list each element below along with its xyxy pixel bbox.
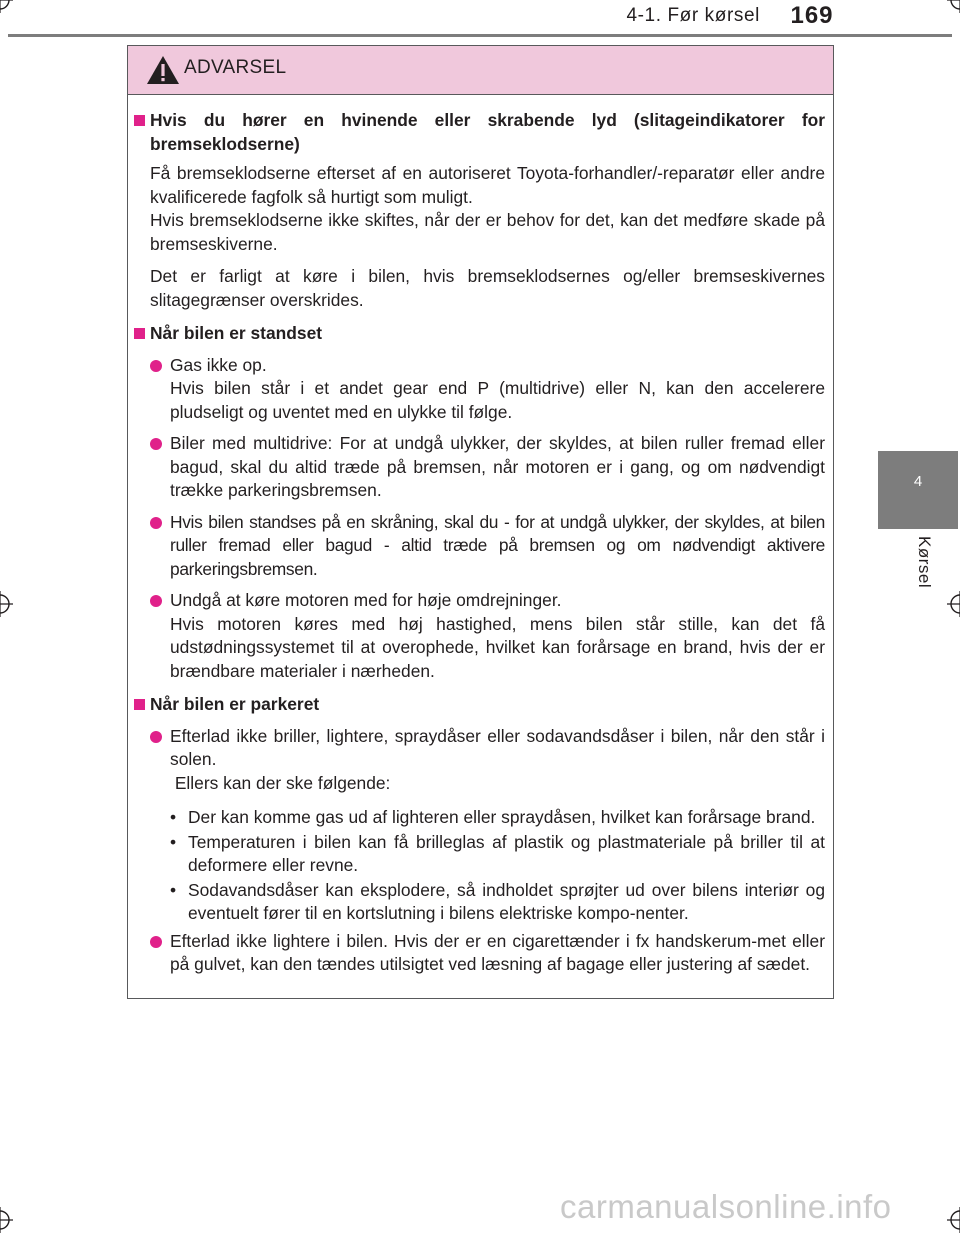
item-line: Efterlad ikke briller, lightere, spraydåser eller sodavandsdåser i bilen, når den står i solen.: [170, 725, 825, 769]
sub-item-text: Temperaturen i bilen kan få brilleglas af plastik og plastmateriale på briller til at deformere eller revne.: [188, 831, 825, 875]
sub-bullet-icon: •: [170, 807, 177, 827]
section-bullet-icon: [134, 115, 145, 126]
list-item: [134, 930, 825, 977]
item-line: Gas ikke op.: [170, 354, 267, 375]
sub-item-text: Der kan komme gas ud af lighteren eller spraydåsen, hvilket kan forårsage brand.: [188, 807, 816, 827]
sub-bullet-icon: •: [170, 879, 177, 900]
paragraph: Det er farligt at køre i bilen, hvis bremseklodsernes og/eller bremseskivernes slitagegrænser overskrides.: [150, 266, 825, 310]
warning-body: [128, 95, 833, 977]
section-bullet-icon: [134, 328, 145, 339]
item-text: Efterlad ikke lightere i bilen. Hvis der er en cigarettænder i fx handskerum-met eller på gulvet, kan den tændes utilsigtet ved læsning af bagage eller justering af sædet.: [170, 930, 825, 974]
paragraph-line: Hvis bremseklodserne ikke skiftes, når der er behov for det, kan det medføre skade på bremseskiverne.: [150, 210, 825, 254]
sub-list: [134, 806, 825, 926]
paragraph-line: Få bremseklodserne efterset af en autoriseret Toyota-forhandler/-reparatør eller andre kvalificerede fagfolk så hurtigt som muligt.: [150, 163, 825, 207]
section-header: 4-1. Før kørsel: [626, 5, 760, 26]
paragraph: [150, 162, 825, 256]
warning-header: [128, 46, 833, 95]
registration-mark-mid-left: [0, 591, 13, 617]
registration-mark-bottom-right: [947, 1207, 960, 1233]
list-item: [134, 725, 825, 796]
sub-item-text: Sodavandsdåser kan eksplodere, så indholdet sprøjter ud over bilens interiør og eventuelt fører til en kortslutning i bilens elektriske kompo-nenter.: [188, 879, 825, 923]
item-text: Biler med multidrive: For at undgå ulykker, der skyldes, at bilen ruller fremad eller bagud, skal du altid træde på bremsen, når motoren er i gang, og om nødvendigt trække parkeringsbremsen.: [170, 433, 825, 500]
item-text: [170, 589, 825, 683]
bullet-dot-icon: [150, 438, 162, 450]
bullet-dot-icon: [150, 517, 162, 529]
section-bullet-icon: [134, 699, 145, 710]
registration-mark-top-left: [0, 0, 13, 13]
chapter-number: 4: [913, 473, 923, 490]
list-item: [134, 432, 825, 503]
header-rule: [8, 34, 952, 37]
section-title: Når bilen er parkeret: [150, 694, 320, 714]
list-item: [134, 354, 825, 425]
sub-list-item: [134, 806, 825, 830]
chapter-tab[interactable]: [878, 451, 958, 529]
item-line: Undgå at køre motoren med for høje omdrejninger.: [170, 590, 562, 610]
sub-bullet-icon: •: [170, 831, 177, 852]
bullet-dot-icon: [150, 595, 162, 607]
section-title: Hvis du hører en hvinende eller skrabende lyd (slitageindikatorer for bremseklodserne): [150, 110, 825, 154]
sub-list-item: [134, 879, 825, 926]
watermark: carmanualsonline.info: [560, 1188, 892, 1225]
sub-list-item: [134, 831, 825, 878]
page-number: 169: [790, 2, 834, 29]
registration-mark-bottom-left: [0, 1207, 13, 1233]
item-text: [170, 354, 825, 425]
warning-triangle-icon: [146, 55, 180, 85]
chapter-label-container: [878, 536, 958, 616]
bullet-dot-icon: [150, 360, 162, 372]
bullet-dot-icon: [150, 936, 162, 948]
item-text: [170, 725, 825, 796]
warning-section-brake-wear: [134, 109, 825, 312]
item-line: Hvis motoren køres med høj hastighed, mens bilen står stille, kan det få udstødningssystemet til at overophede, hvilket kan forårsage en brand, hvis der er brændbare materialer i nærheden.: [170, 613, 825, 681]
item-line: Ellers kan der ske følgende:: [170, 772, 391, 793]
list-item: [134, 511, 825, 582]
registration-mark-top-right: [947, 0, 960, 13]
bullet-dot-icon: [150, 731, 162, 743]
list-item: [134, 589, 825, 683]
warning-section-stopped: [134, 322, 825, 346]
chapter-label: Kørsel: [915, 536, 934, 589]
warning-section-parked: [134, 693, 825, 717]
warning-title: ADVARSEL: [184, 57, 287, 78]
item-line: Hvis bilen står i et andet gear end P (multidrive) eller N, kan den accelerere pludseligt og uventet med en ulykke til følge.: [170, 378, 825, 422]
warning-box: [127, 45, 834, 999]
section-title: Når bilen er standset: [150, 323, 323, 343]
item-text: Hvis bilen standses på en skråning, skal du - for at undgå ulykker, der skyldes, at bilen ruller fremad eller bagud - altid træde på bremsen og om nødvendigt aktivere parkeringsbremsen.: [170, 511, 825, 579]
